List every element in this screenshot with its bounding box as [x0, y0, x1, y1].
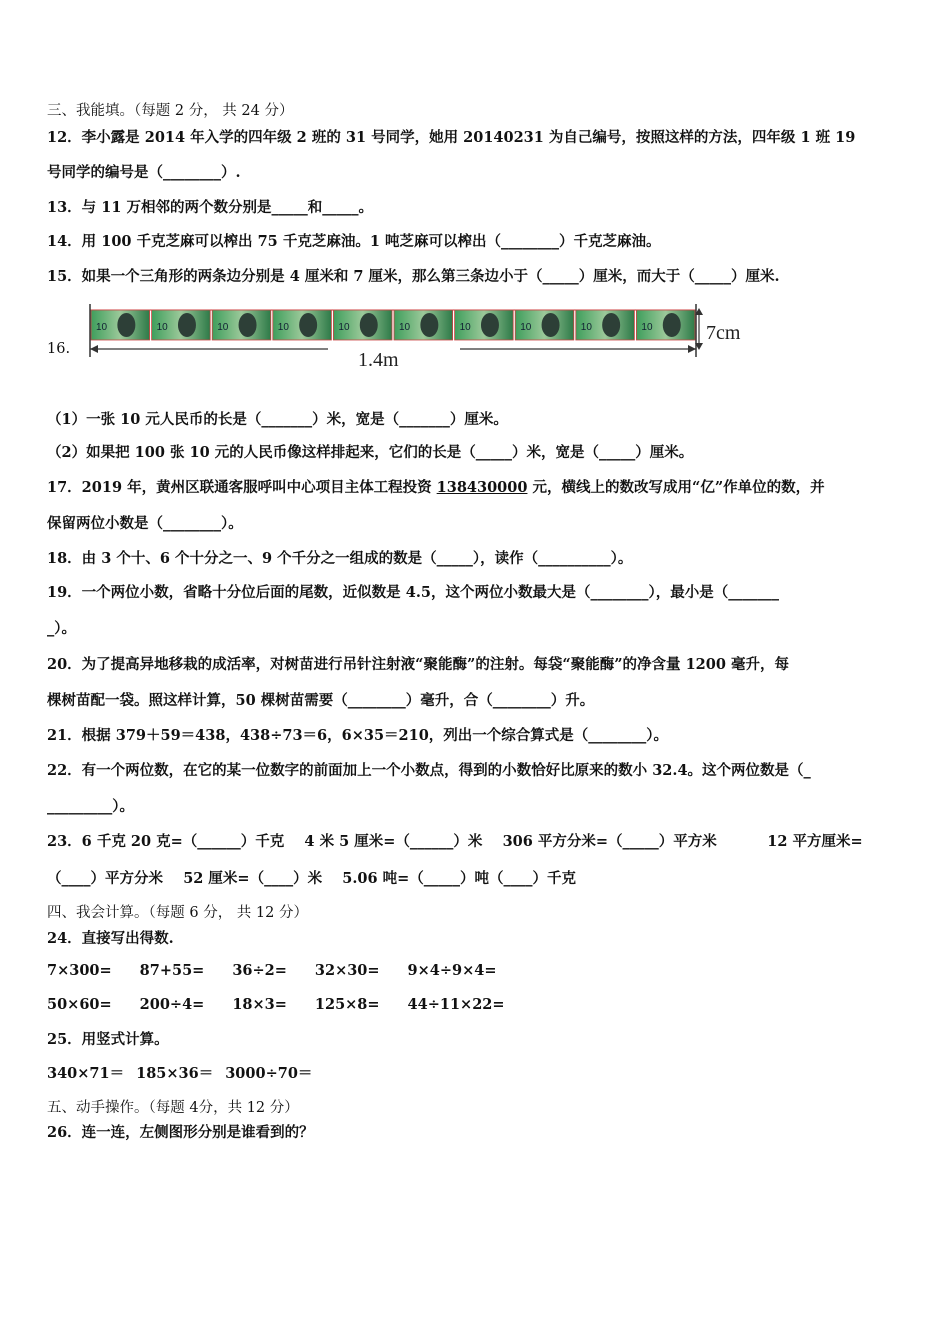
q24: 24．直接写出得数.: [47, 930, 174, 947]
banknote: [152, 310, 211, 340]
portrait-icon: [299, 313, 317, 337]
q23-line2: （____）平方分米 52 厘米=（____）米 5.06 吨=（_____）吨（____）千克: [47, 870, 577, 887]
section-5-title: 五、动手操作。（每题 4分，共 12 分）: [47, 1100, 299, 1116]
q18: 18．由 3 个十、6 个十分之一、9 个千分之一组成的数是（_____），读作（__________）。: [47, 550, 633, 567]
q22-line1: 22．有一个两位数，在它的某一位数字的前面加上一个小数点，得到的小数恰好比原来的数小 32.4。这个两位数是（_: [47, 762, 811, 779]
q15: 15．如果一个三角形的两条边分别是 4 厘米和 7 厘米，那么第三条边小于（_____）厘米，而大于（_____）厘米.: [47, 268, 780, 285]
banknote: [273, 310, 332, 340]
q14: 14．用 100 千克芝麻可以榨出 75 千克芝麻油。1 吨芝麻可以榨出（________）千克芝麻油。: [47, 233, 661, 250]
q19-line2: _）。: [47, 620, 76, 637]
portrait-icon: [239, 313, 257, 337]
banknote: [515, 310, 574, 340]
calc-item: 200÷4=: [139, 996, 205, 1013]
q16-number: 16.: [47, 341, 71, 357]
banknote-value: 10: [338, 322, 350, 333]
banknote-value: 10: [96, 322, 108, 333]
portrait-icon: [663, 313, 681, 337]
section-4-title: 四、我会计算。（每题 6 分， 共 12 分）: [47, 905, 308, 921]
q12-line1: 12．李小露是 2014 年入学的四年级 2 班的 31 号同学，她用 20140231 为自己编号，按照这样的方法，四年级 1 班 19: [47, 129, 856, 146]
section-3-title: 三、我能填。（每题 2 分， 共 24 分）: [47, 103, 294, 119]
banknote-diagram: [88, 302, 788, 372]
q16-part1: （1）一张 10 元人民币的长是（_______）米，宽是（_______）厘米。: [47, 411, 508, 428]
calc-item: 50×60=: [47, 996, 112, 1013]
calc-item: 87+55=: [139, 962, 205, 979]
q17-underlined-number: 138430000: [436, 479, 528, 496]
q26: 26．连一连，左侧图形分别是谁看到的？: [47, 1124, 314, 1141]
q17-line2: 保留两位小数是（________）。: [47, 515, 243, 532]
q24-row1: [47, 961, 910, 981]
calc-item: 32×30=: [314, 962, 380, 979]
calc-item: 18×3=: [232, 996, 287, 1013]
banknote: [91, 310, 150, 340]
banknote: [576, 310, 635, 340]
calc-item: 9×4÷9×4=: [407, 962, 497, 979]
banknote-value: 10: [217, 322, 229, 333]
right-arrowhead: [688, 345, 696, 353]
calc-item: 7×300=: [47, 962, 112, 979]
q19-line1: 19．一个两位小数，省略十分位后面的尾数，近似数是 4.5，这个两位小数最大是（________），最小是（_______: [47, 584, 779, 601]
portrait-icon: [178, 313, 196, 337]
banknote-value: 10: [641, 322, 653, 333]
left-arrowhead: [90, 345, 98, 353]
banknote-value: 10: [580, 322, 592, 333]
q20-line1: 20．为了提高异地移栽的成活率，对树苗进行吊针注射液“聚能酶”的注射。每袋“聚能酶”的净含量 1200 毫升，每: [47, 656, 789, 673]
banknote: [636, 310, 695, 340]
calc-item: 44÷11×22=: [407, 996, 505, 1013]
banknote: [455, 310, 514, 340]
q22-line2: _________）。: [47, 798, 134, 815]
q17-line1: [47, 478, 910, 498]
q25-row: [47, 1064, 910, 1084]
q17-text-post: 元，横线上的数改写成用“亿”作单位的数，并: [527, 479, 825, 496]
banknote-value: 10: [277, 322, 289, 333]
q21: 21．根据 379＋59＝438，438÷73＝6，6×35＝210，列出一个综合算式是（________）。: [47, 727, 669, 744]
length-label: 1.4m: [358, 349, 399, 371]
banknote: [394, 310, 453, 340]
portrait-icon: [602, 313, 620, 337]
banknote-value: 10: [520, 322, 532, 333]
banknote: [212, 310, 271, 340]
banknote: [333, 310, 392, 340]
banknote-figure: [88, 302, 848, 372]
q16-part2: （2）如果把 100 张 10 元的人民币像这样排起来，它们的长是（_____）米，宽是（_____）厘米。: [47, 444, 694, 461]
portrait-icon: [481, 313, 499, 337]
calc-item: 3000÷70＝: [225, 1065, 313, 1082]
q13: 13．与 11 万相邻的两个数分别是_____和_____。: [47, 199, 373, 216]
portrait-icon: [420, 313, 438, 337]
q25: 25．用竖式计算。: [47, 1031, 169, 1048]
q17-text-pre: 17．2019 年，黄州区联通客服呼叫中心项目主体工程投资: [47, 479, 437, 496]
q12-line2: 号同学的编号是（________）.: [47, 164, 241, 181]
calc-item: 125×8=: [314, 996, 380, 1013]
banknote-value: 10: [399, 322, 411, 333]
portrait-icon: [360, 313, 378, 337]
q24-row2: [47, 995, 910, 1015]
portrait-icon: [542, 313, 560, 337]
width-label: 7cm: [706, 322, 741, 344]
banknote-value: 10: [156, 322, 168, 333]
calc-item: 36÷2=: [232, 962, 287, 979]
banknote-value: 10: [459, 322, 471, 333]
calc-item: 340×71＝: [47, 1065, 125, 1082]
q20-line2: 棵树苗配一袋。照这样计算，50 棵树苗需要（________）毫升，合（________）升。: [47, 692, 595, 709]
q23-line1: 23．6 千克 20 克=（______）千克 4 米 5 厘米=（______）米 306 平方分米=（_____）平方米 12 平方厘米=: [47, 833, 863, 850]
calc-item: 185×36＝: [136, 1065, 214, 1082]
portrait-icon: [117, 313, 135, 337]
